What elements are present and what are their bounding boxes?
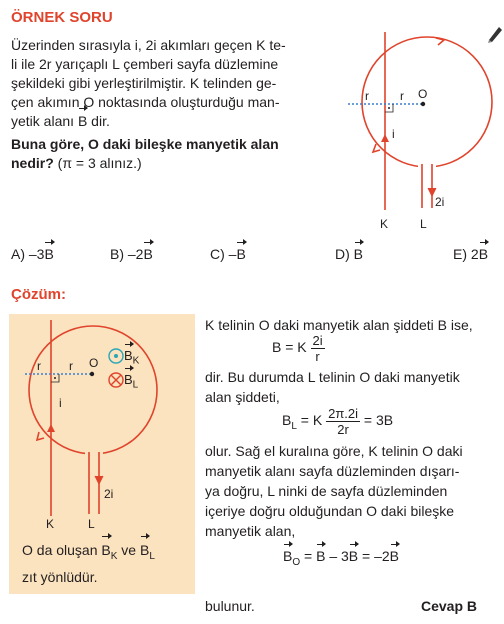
eq3-b: B: [316, 548, 326, 564]
question-line: li ile 2r yarıçaplı L çemberi sayfa düzlemine: [11, 56, 279, 72]
label-l: L: [420, 217, 427, 231]
eq3-minus: – 3: [329, 548, 349, 564]
choice-vector: B: [478, 246, 489, 262]
eq3-bo: B: [283, 548, 293, 564]
question-line5-prefix: yetik alanı: [11, 113, 75, 129]
choice-letter: A): [11, 246, 25, 262]
question-line: Üzerinden sırasıyla i, 2i akımları geçen K te-: [11, 37, 286, 53]
panel-note-and: ve: [121, 542, 137, 558]
choice-d[interactable]: [335, 246, 363, 262]
eq2-den: 2r: [337, 422, 349, 437]
choice-vector: B: [143, 246, 153, 262]
choice-coef: 2: [470, 246, 479, 262]
eq2-lhs: B: [282, 412, 292, 429]
bl-sub: L: [132, 379, 139, 391]
solution-text-4: olur. Sağ el kuralına göre, K telinin O daki: [205, 443, 463, 459]
equation-1: [272, 333, 325, 364]
choice-b[interactable]: [110, 246, 153, 262]
label-k: K: [380, 217, 389, 231]
bl-label: [124, 372, 138, 391]
label-r1: r: [365, 89, 369, 103]
question-line: çen akımın O noktasında oluşturduğu man-: [11, 94, 280, 110]
bl-main: B: [124, 372, 133, 387]
question-diagram: [340, 30, 504, 240]
label-i: i: [59, 396, 62, 410]
bk-sub: K: [132, 355, 140, 367]
question-text: [11, 36, 341, 173]
label-l: L: [88, 517, 95, 531]
choice-vector: B: [353, 246, 364, 262]
choice-coef: –3: [28, 246, 45, 262]
choice-coef: –: [228, 246, 237, 262]
label-r2: r: [69, 359, 73, 373]
label-r2: r: [400, 89, 404, 103]
solution-text-5: manyetik alanı sayfa düzleminden dışarı-: [205, 463, 460, 479]
choice-coef: –2: [127, 246, 144, 262]
into-page-icon: [109, 373, 123, 387]
loop-circle: [362, 37, 492, 167]
bk-label: [124, 348, 139, 367]
eq3-b3: B: [389, 548, 400, 564]
label-r1: r: [37, 359, 41, 373]
vector-b: B: [77, 113, 88, 129]
choice-letter: C): [210, 246, 225, 262]
choice-a[interactable]: [11, 246, 54, 262]
eq2-rhs: = 3B: [363, 412, 394, 429]
eq1-num: 2i: [312, 333, 323, 348]
choice-e[interactable]: [453, 246, 488, 262]
label-k: K: [46, 517, 55, 531]
eq2-fraction: [326, 406, 360, 437]
question-line5-suffix: dir.: [91, 113, 110, 129]
label-2i: 2i: [435, 195, 445, 209]
example-heading: ÖRNEK SORU: [11, 9, 113, 26]
eq3-sub: O: [292, 556, 301, 568]
question-prompt-line2: [11, 154, 341, 173]
bk-main: B: [124, 348, 133, 363]
solution-final: bulunur.: [205, 598, 255, 614]
choice-vector: B: [236, 246, 246, 262]
panel-note-line2: zıt yönlüdür.: [22, 568, 98, 585]
label-i: i: [392, 127, 395, 141]
question-line: [11, 112, 341, 131]
label-o: O: [418, 87, 428, 101]
eq1-den: r: [315, 349, 320, 364]
panel-note-bk: B: [101, 542, 111, 558]
label-2i: 2i: [104, 487, 114, 501]
eq3-b2: B: [348, 548, 359, 564]
choice-vector: B: [44, 246, 54, 262]
panel-note: [22, 540, 192, 587]
solution-heading: Çözüm:: [11, 286, 66, 303]
equation-2: [282, 406, 393, 437]
eq3-eq: =: [304, 548, 313, 564]
eq2-mid: = K: [300, 412, 323, 429]
point-o: [421, 102, 425, 106]
choice-c[interactable]: [210, 246, 246, 262]
question-prompt-bold: nedir?: [11, 155, 54, 171]
solution-text-6: ya doğru, L ninki de sayfa düzleminden: [205, 483, 448, 499]
label-o: O: [89, 356, 99, 370]
answer-label: Cevap B: [421, 598, 478, 614]
eq1-fraction: [311, 333, 325, 364]
question-line: şekildeki gibi yerleştirilmiştir. K telinden ge-: [11, 75, 277, 91]
panel-note-prefix: O da oluşan: [22, 542, 98, 558]
choice-letter: D): [335, 246, 350, 262]
eq2-lhs-sub: L: [291, 421, 297, 432]
choice-letter: E): [453, 246, 467, 262]
panel-note-k: K: [110, 550, 118, 562]
solution-text-3: alan şiddeti,: [205, 389, 280, 405]
eq1-lhs: B = K: [272, 339, 307, 356]
panel-note-l: L: [149, 550, 155, 562]
panel-note-bl: B: [139, 542, 150, 558]
solution-text-7: içeriye doğru olduğundan O daki bileşke: [205, 503, 455, 519]
question-prompt-note: (π = 3 alınız.): [57, 155, 142, 171]
eq2-num: 2π.2i: [328, 406, 359, 421]
solution-diagram: [9, 314, 195, 534]
equation-3: [283, 548, 399, 568]
question-prompt-line1: Buna göre, O daki bileşke manyetik alan: [11, 136, 279, 152]
eq3-eq2: = –2: [362, 548, 390, 564]
solution-text-1: K telinin O daki manyetik alan şiddeti B ise,: [205, 317, 473, 333]
solution-text-2: dir. Bu durumda L telinin O daki manyetik: [205, 369, 460, 385]
out-of-page-icon: [109, 349, 123, 363]
solution-text-8: manyetik alan,: [205, 523, 296, 539]
choice-letter: B): [110, 246, 124, 262]
